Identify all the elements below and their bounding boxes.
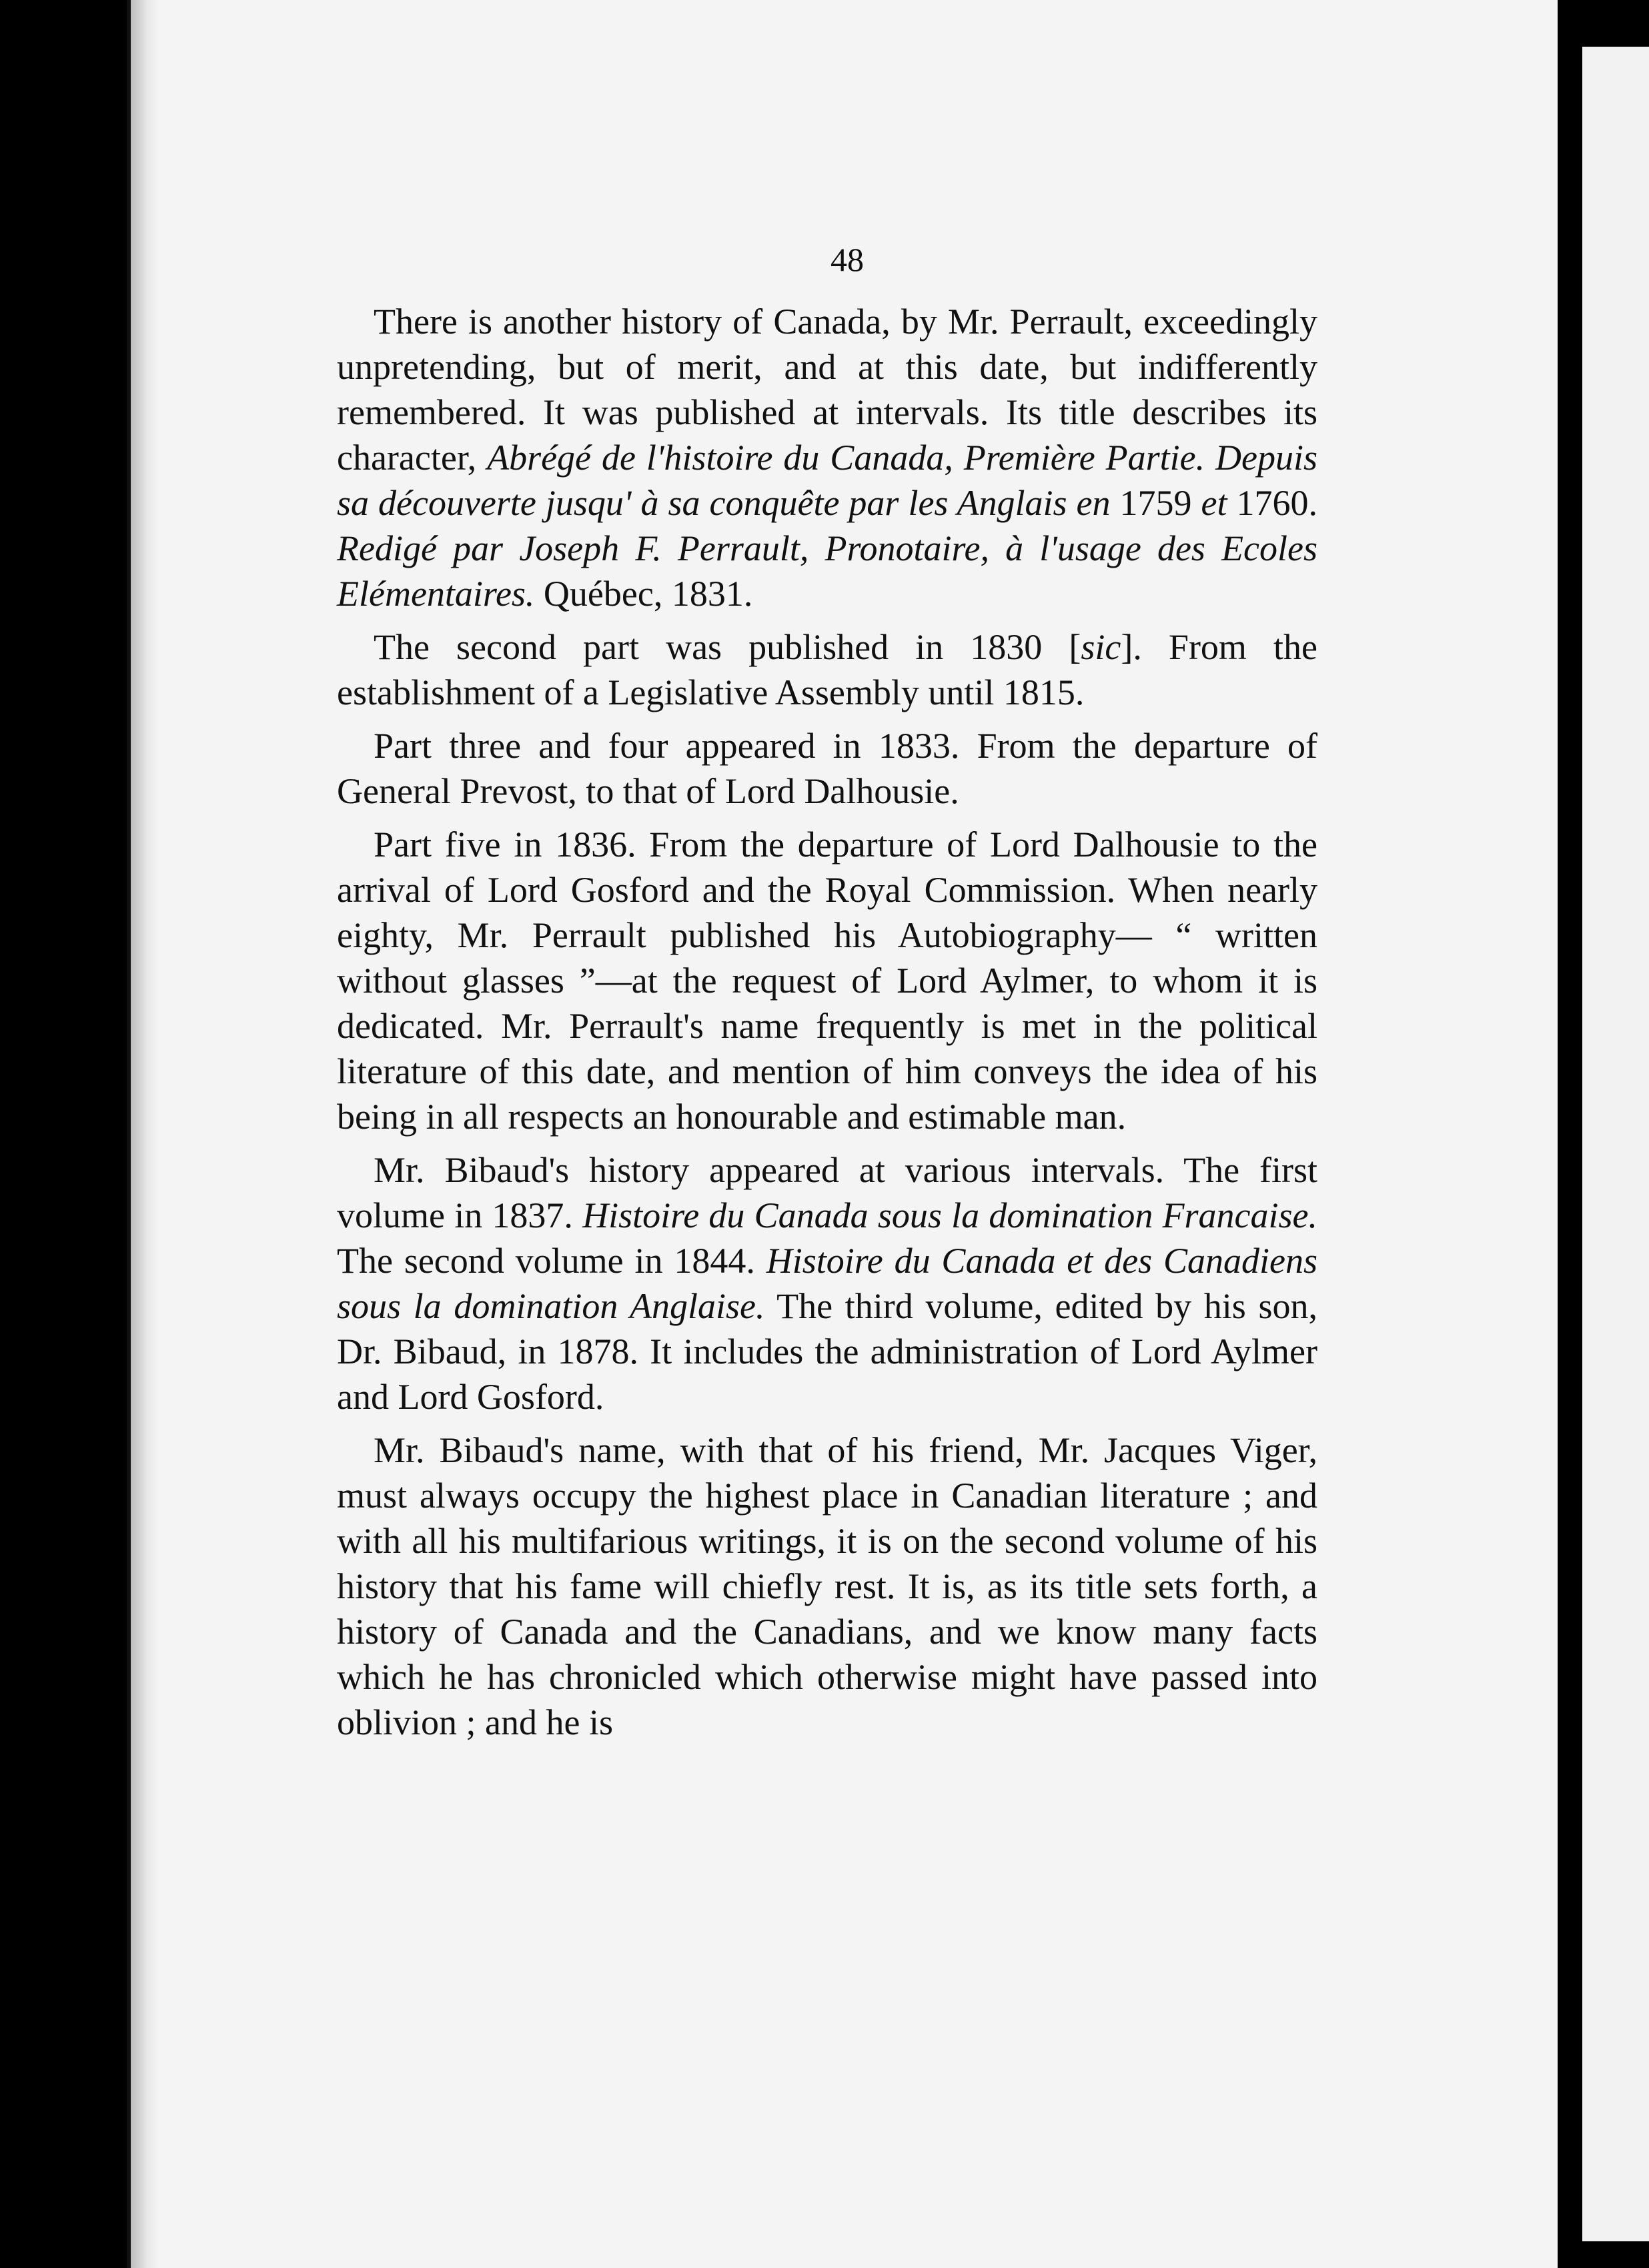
text-run: The third volume, edited by his son, Dr. Bibaud, in 1878. It includes the administration of Lord Aylmer and Lord Gosford. <box>337 1286 1317 1417</box>
italic-text-run: sic <box>1081 627 1121 667</box>
text-run: 1759 <box>1110 483 1201 523</box>
paragraph <box>337 1147 1317 1420</box>
paragraph <box>337 624 1317 715</box>
text-run: Mr. Bibaud's name, with that of his friend, Mr. Jacques Viger, must always occupy the highest place in Canadian literature ; and with all his multifarious writings, it is on the second volume of his history that his fame will chiefly rest. It is, as its title sets forth, a history of Canada and the Canadians, and we know many facts which he has chronicled which otherwise might have passed into oblivion ; and he is <box>337 1430 1317 1742</box>
italic-text-run: Histoire du Canada sous la domination Francaise. <box>582 1195 1317 1235</box>
book-spine-shadow <box>0 0 127 2268</box>
text-run: The second volume in 1844. <box>337 1241 766 1281</box>
text-run: Part five in 1836. From the departure of Lord Dalhousie to the arrival of Lord Gosford and the Royal Commission. When nearly eighty, Mr. Perrault published his Autobiography— “ written without glasses ”—at the request of Lord Aylmer, to whom it is dedicated. Mr. Perrault's name frequently is met in the political literature of this date, and mention of him conveys the idea of his being in all respects an honourable and estimable man. <box>337 824 1317 1137</box>
text-run: 1760. <box>1227 483 1318 523</box>
text-run: Mr. Bibaud's history appeared at various intervals. The first volume in 1837. <box>337 1150 1317 1235</box>
text-run: The second part was published in 1830 [ <box>374 627 1081 667</box>
text-run: Part three and four appeared in 1833. From the departure of General Prevost, to that of Lord Dalhousie. <box>337 726 1317 811</box>
adjacent-page-edge <box>1582 47 1649 2241</box>
paragraph <box>337 1428 1317 1745</box>
text-run: Québec, 1831. <box>534 574 753 614</box>
italic-text-run: et <box>1201 483 1227 523</box>
paragraph <box>337 299 1317 616</box>
text-run: There is another history of Canada, by Mr. Perrault, exceedingly unpretending, but of merit, and at this date, but indifferently remembered. It was published at intervals. Its title describes its character, <box>337 302 1317 478</box>
paragraph <box>337 723 1317 814</box>
page-gutter <box>131 0 159 2268</box>
page-number: 48 <box>831 241 864 278</box>
italic-text-run: Histoire du Canada et des Canadiens sous la domination Anglaise. <box>337 1241 1317 1326</box>
text-run: ]. From the establishment of a Legislative Assembly until 1815. <box>337 627 1317 712</box>
paragraph <box>337 822 1317 1139</box>
italic-text-run: Redigé par Joseph F. Perrault, Pronotaire, à l'usage des Ecoles Elémentaires. <box>337 528 1317 614</box>
body-text <box>337 299 1317 1753</box>
italic-text-run: Abrégé de l'histoire du Canada, Première Partie. Depuis sa découverte jusqu' à sa conquête par les Anglais en <box>337 438 1317 523</box>
